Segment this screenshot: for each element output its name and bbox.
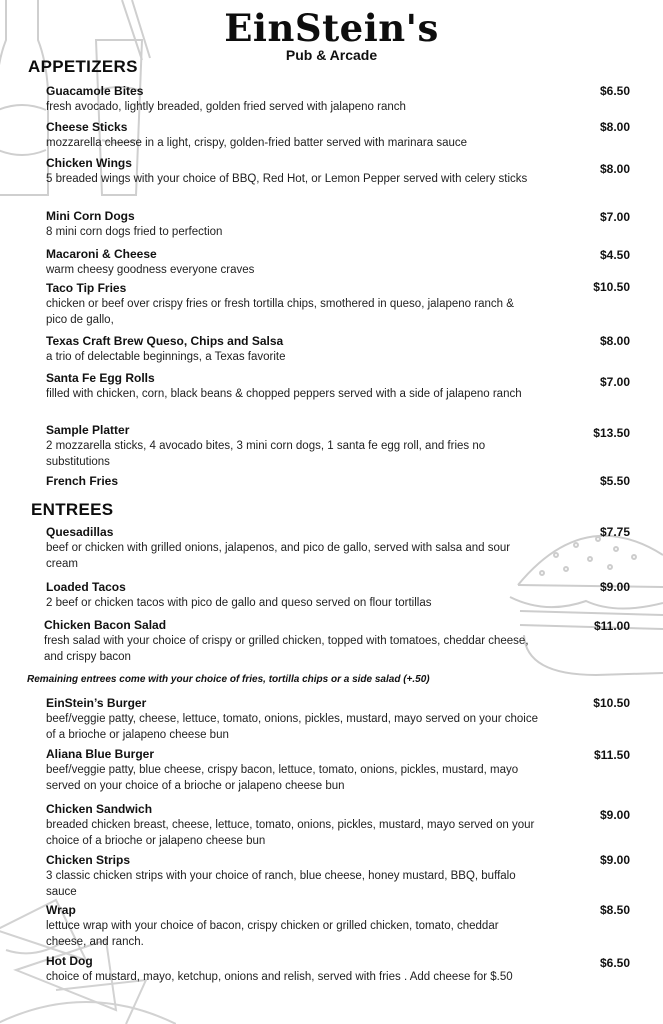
- item-price: $11.50: [593, 748, 630, 762]
- item-description: fresh salad with your choice of crispy or grilled chicken, topped with tomatoes, cheddar cheese, and crispy bacon: [44, 635, 529, 663]
- item-price: $9.00: [599, 853, 630, 867]
- item-price: $8.00: [599, 334, 630, 348]
- item-description: beef/veggie patty, cheese, lettuce, tomato, onions, pickles, mustard, mayo served on your choice of a brioche or jalapeno cheese bun: [46, 713, 538, 741]
- item-name: Guacamole Bites: [46, 84, 144, 98]
- item-name: Wrap: [46, 903, 76, 917]
- item-name: Quesadillas: [46, 525, 114, 539]
- item-price: $8.00: [599, 120, 630, 134]
- item-description: 8 mini corn dogs fried to perfection: [46, 226, 223, 238]
- menu-item: [44, 617, 644, 665]
- item-price: $8.50: [599, 903, 630, 917]
- menu-item: [46, 852, 646, 900]
- item-price: $7.00: [599, 375, 630, 389]
- menu-item: [46, 83, 646, 115]
- item-description: breaded chicken breast, cheese, lettuce, tomato, onions, pickles, mustard, mayo served on your choice of a brioche or jalapeno cheese bun: [46, 819, 535, 847]
- menu-item: [46, 246, 646, 278]
- item-description: chicken or beef over crispy fries or fresh tortilla chips, smothered in queso, jalapeno ranch & pico de gallo,: [46, 298, 514, 326]
- item-name: Chicken Wings: [46, 156, 132, 170]
- menu-item: [46, 695, 646, 743]
- menu-item: [46, 119, 646, 151]
- item-name: Macaroni & Cheese: [46, 247, 157, 261]
- item-name: Loaded Tacos: [46, 580, 126, 594]
- appetizers-title: APPETIZERS: [28, 57, 138, 76]
- item-price: $7.00: [599, 210, 630, 224]
- item-description: beef or chicken with grilled onions, jalapenos, and pico de gallo, served with salsa and sour cream: [46, 542, 511, 570]
- item-price: $9.00: [599, 808, 630, 822]
- item-price: $5.50: [599, 474, 630, 488]
- item-name: Hot Dog: [46, 954, 93, 968]
- item-description: mozzarella cheese in a light, crispy, golden-fried batter served with marinara sauce: [46, 137, 468, 149]
- item-price: $6.50: [599, 84, 630, 98]
- entrees-title: ENTREES: [31, 500, 114, 519]
- menu-item: [46, 370, 646, 402]
- item-name: Texas Craft Brew Queso, Chips and Salsa: [46, 334, 284, 348]
- item-description: 2 beef or chicken tacos with pico de gallo and queso served on flour tortillas: [46, 597, 432, 609]
- item-price: $6.50: [599, 956, 630, 970]
- entrees-side-note: Remaining entrees come with your choice of fries, tortilla chips or a side salad (+.50): [27, 674, 430, 685]
- menu-item: [46, 579, 646, 611]
- menu-item: [46, 280, 646, 328]
- item-description: 2 mozzarella sticks, 4 avocado bites, 3 mini corn dogs, 1 santa fe egg roll, and fries no substitutions: [46, 440, 486, 468]
- item-description: fresh avocado, lightly breaded, golden fried served with jalapeno ranch: [46, 101, 406, 113]
- item-name: Aliana Blue Burger: [46, 747, 155, 761]
- menu-item: [46, 155, 646, 187]
- menu-item: [46, 902, 646, 950]
- menu-item: [46, 524, 646, 572]
- item-name: French Fries: [46, 474, 119, 488]
- restaurant-header: [0, 8, 663, 63]
- item-price: $10.50: [593, 696, 630, 710]
- item-name: Chicken Strips: [46, 853, 131, 867]
- menu-item: [46, 473, 646, 489]
- item-name: Sample Platter: [46, 423, 130, 437]
- menu-item: [46, 208, 646, 240]
- restaurant-name: EinStein's: [224, 6, 439, 50]
- item-price: $7.75: [599, 525, 630, 539]
- item-name: Chicken Sandwich: [46, 802, 153, 816]
- item-price: $8.00: [599, 162, 630, 176]
- item-description: 5 breaded wings with your choice of BBQ, Red Hot, or Lemon Pepper served with celery sticks: [46, 173, 528, 185]
- item-name: Mini Corn Dogs: [46, 209, 135, 223]
- item-price: $4.50: [599, 248, 630, 262]
- menu-item: [46, 953, 646, 985]
- item-name: EinStein’s Burger: [46, 696, 147, 710]
- item-description: 3 classic chicken strips with your choice of ranch, blue cheese, honey mustard, BBQ, buffalo sauce: [46, 870, 516, 898]
- item-description: beef/veggie patty, blue cheese, crispy bacon, lettuce, tomato, onions, pickles, mustard, mayo served on your choice of a brioche or jalapeno cheese bun: [46, 764, 519, 792]
- menu-item: [46, 801, 646, 849]
- item-name: Cheese Sticks: [46, 120, 128, 134]
- menu-item: [46, 746, 646, 794]
- menu-item: [46, 422, 646, 470]
- menu-item: [46, 333, 646, 365]
- item-price: $13.50: [593, 426, 630, 440]
- item-description: lettuce wrap with your choice of bacon, crispy chicken or grilled chicken, tomato, cheddar cheese, and ranch.: [46, 920, 499, 948]
- item-description: warm cheesy goodness everyone craves: [46, 264, 255, 276]
- item-name: Chicken Bacon Salad: [44, 618, 167, 632]
- item-price: $11.00: [593, 619, 630, 633]
- restaurant-subtitle: Pub & Arcade: [285, 47, 378, 63]
- item-price: $10.50: [593, 280, 630, 294]
- item-name: Santa Fe Egg Rolls: [46, 371, 155, 385]
- item-name: Taco Tip Fries: [46, 281, 127, 295]
- item-price: $9.00: [599, 580, 630, 594]
- item-description: a trio of delectable beginnings, a Texas favorite: [46, 351, 286, 363]
- item-description: choice of mustard, mayo, ketchup, onions and relish, served with fries . Add cheese for $.50: [46, 971, 513, 983]
- item-description: filled with chicken, corn, black beans & chopped peppers served with a side of jalapeno ranch: [46, 388, 522, 400]
